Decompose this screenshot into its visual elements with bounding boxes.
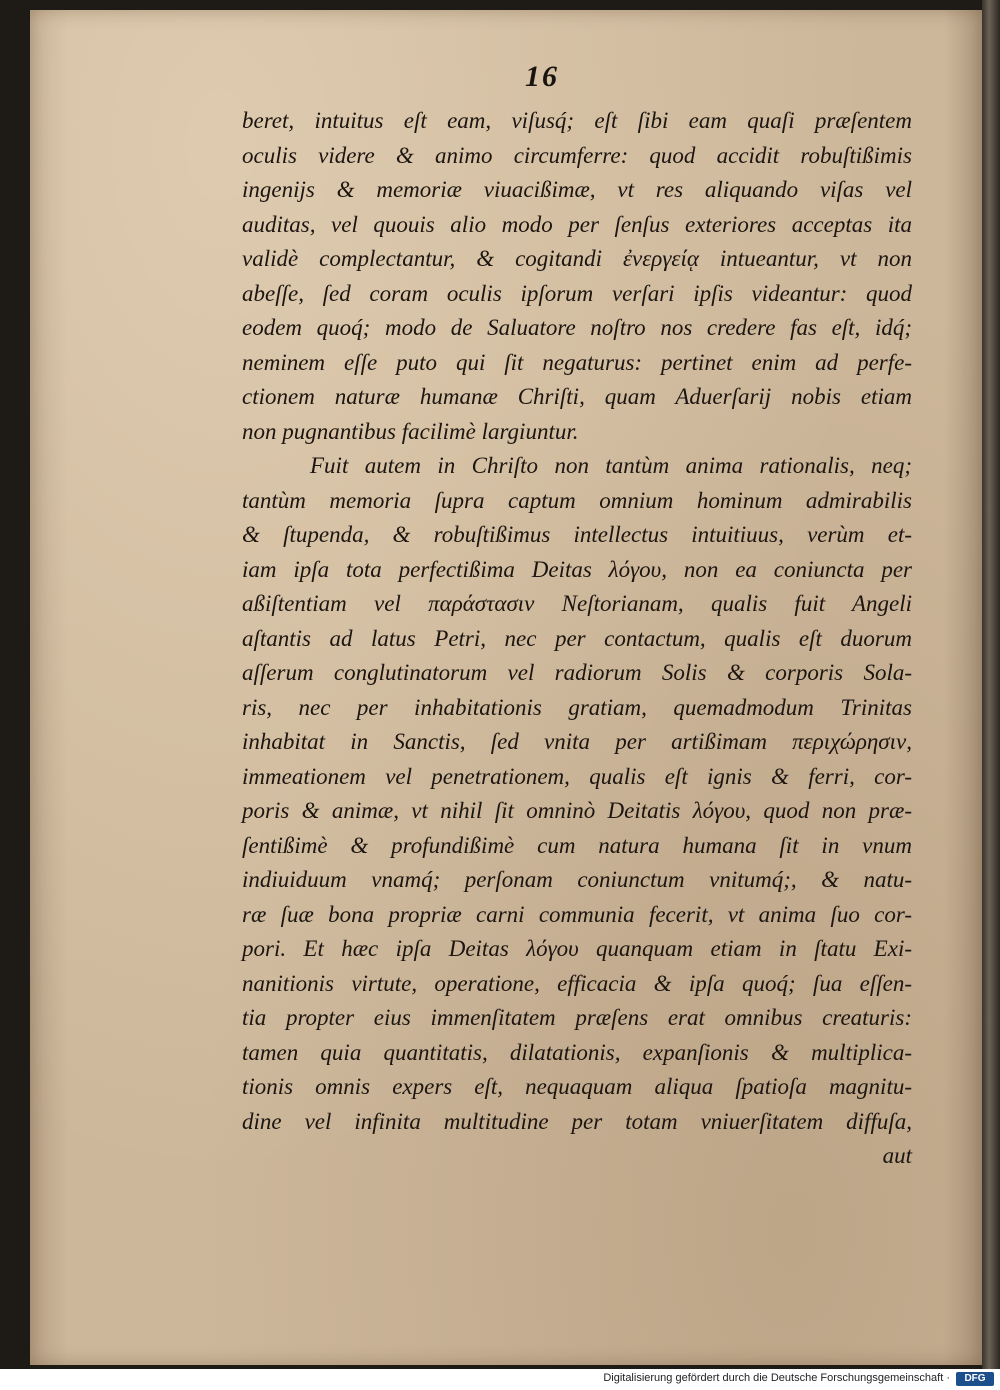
text-line: beret, intuitus eſt eam, viſusq́; eſt ſibi eam quaſi præſentem [242,108,912,133]
text-line: ctionem naturæ humanæ Chriſti, quam Aduerſarij nobis etiam [242,384,912,409]
text-line: aſſerum conglutinatorum vel radiorum Solis & corporis Sola- [242,660,912,685]
text-line: tia propter eius immenſitatem præſens erat omnibus creaturis: [242,1005,912,1030]
text-line: ingenijs & memoriæ viuacißimæ, vt res aliquando viſas vel [242,177,912,202]
text-line: aßiſtentiam vel παράστασιν Neſtorianam, qualis fuit Angeli [242,591,912,616]
text-line: iam ipſa tota perfectißima Deitas λόγου, non ea coniuncta per [242,556,912,582]
text-line: ſentißimè & profundißimè cum natura humana ſit in vnum [242,832,912,858]
text-line: tionis omnis expers eſt, nequaquam aliqua ſpatioſa magnitu- [242,1074,912,1099]
text-line: aſtantis ad latus Petri, nec per contactum, qualis eſt duorum [242,625,912,651]
funding-notice: Digitalisierung gefördert durch die Deutsche Forschungsgemeinschaft · [603,1372,950,1384]
body-text [242,104,912,1174]
text-line: & ſtupenda, & robuſtißimus intellectus intuitiuus, verùm et- [242,522,912,547]
catchword: aut [882,1143,912,1168]
text-line: neminem eſſe puto qui ſit negaturus: pertinet enim ad perfe- [242,349,912,375]
text-line: auditas, vel quouis alio modo per ſenſus exteriores acceptas ita [242,211,912,237]
dfg-logo[interactable]: DFG [956,1372,994,1386]
text-line: nanitionis virtute, operatione, efficacia & ipſa quoq́; ſua eſſen- [242,970,912,996]
text-line: tantùm memoria ſupra captum omnium hominum admirabilis [242,487,912,513]
text-line: ræ ſuæ bona propriæ carni communia fecerit, vt anima ſuo cor- [242,901,912,927]
text-line: eodem quoq́; modo de Saluatore noſtro nos credere fas eſt, idq́; [242,315,912,340]
text-line: immeationem vel penetrationem, qualis eſt ignis & ferri, cor- [242,763,912,789]
text-line: inhabitat in Sanctis, ſed vnita per artißimam περιχώρησιν, [242,729,912,754]
text-line: dine vel infinita multitudine per totam vniuerſitatem diffuſa, [242,1108,912,1134]
text-line: poris & animæ, vt nihil ſit omninò Deitatis λόγου, quod non præ- [242,798,912,823]
text-line: oculis videre & animo circumferre: quod accidit robuſtißimis [242,142,912,168]
text-line: indiuiduum vnamq́; perſonam coniunctum vnitumq́;, & natu- [242,867,912,892]
digitization-footer [0,1369,1000,1390]
text-line: tamen quia quantitatis, dilatationis, expanſionis & multiplica- [242,1039,912,1065]
text-line: validè complectantur, & cogitandi ἐνεργείᾳ intueantur, vt non [242,246,912,271]
text-line: abeſſe, ſed coram oculis ipſorum verſari ipſis videantur: quod [242,280,912,306]
text-line: non pugnantibus facilimè largiuntur. [242,418,579,444]
text-line: ris, nec per inhabitationis gratiam, quemadmodum Trinitas [242,694,912,720]
text-line: pori. Et hæc ipſa Deitas λόγου quanquam etiam in ſtatu Exi- [242,936,912,961]
paragraph-start-line: Fuit autem in Chriſto non tantùm anima rationalis, neq; [310,453,912,478]
book-edge [982,0,1000,1370]
page-number: 16 [525,60,559,93]
